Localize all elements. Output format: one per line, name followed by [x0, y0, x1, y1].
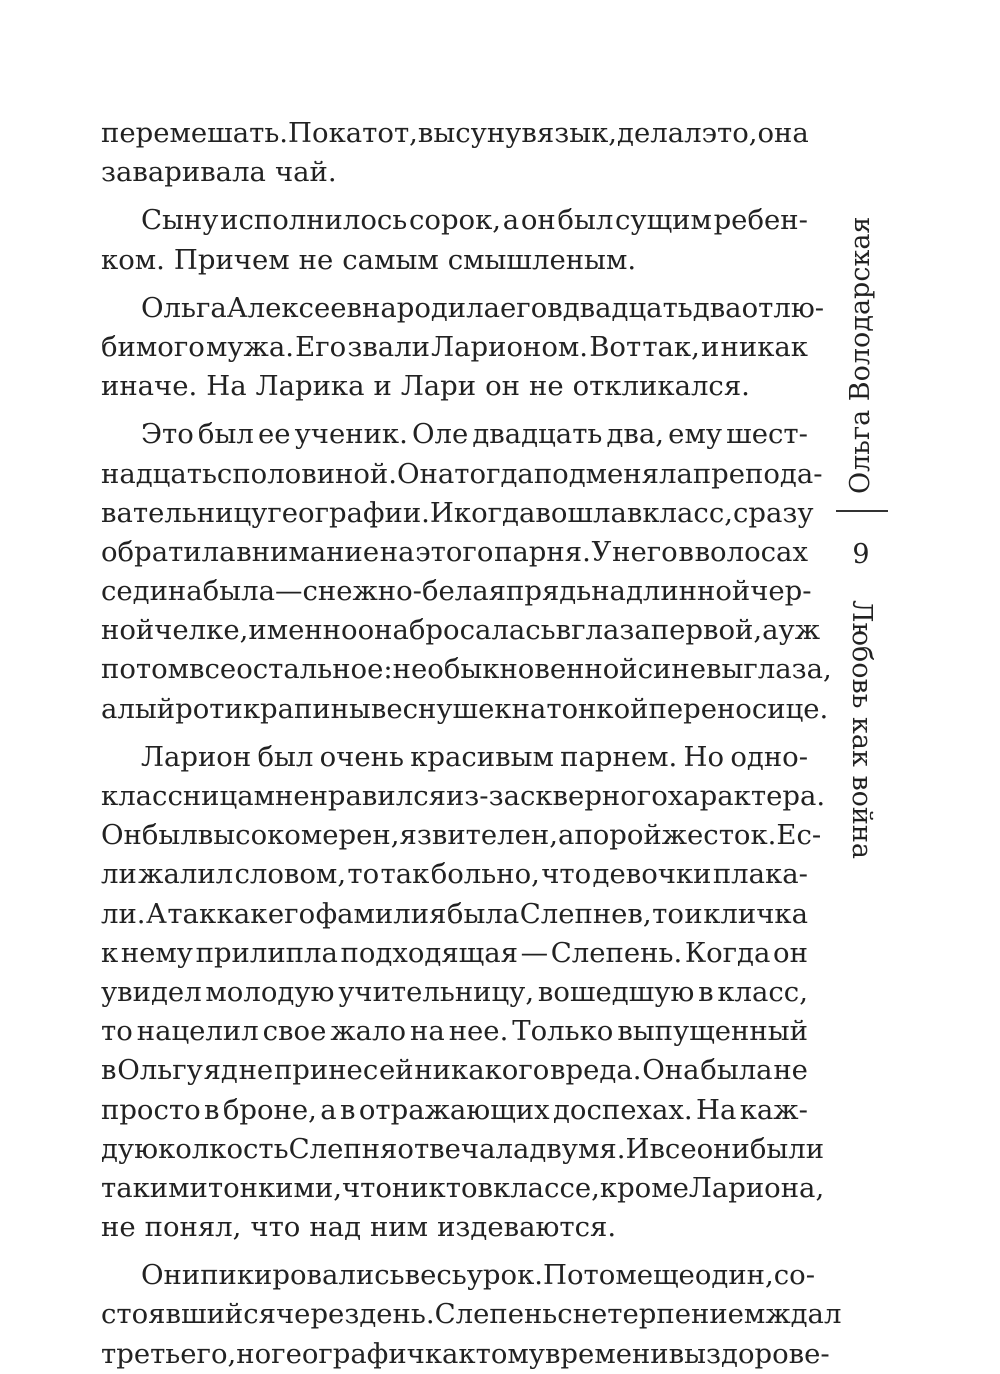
word: в — [204, 1093, 220, 1126]
body-text — [101, 114, 842, 1374]
word: с — [216, 457, 233, 490]
word: когда — [453, 496, 536, 529]
word: Потом — [543, 1259, 637, 1292]
word: не — [274, 780, 310, 812]
word: два, — [606, 418, 665, 451]
word: броне, — [222, 1093, 317, 1126]
word: со- — [773, 1259, 815, 1292]
word: отражающих — [358, 1093, 550, 1126]
word: одно- — [730, 740, 808, 773]
word: Вот — [589, 330, 642, 363]
word: но — [236, 1337, 272, 1370]
word: над — [309, 1211, 362, 1244]
word: и — [684, 897, 703, 930]
word: препода- — [692, 457, 823, 490]
word: Это — [141, 418, 194, 451]
word: Ес- — [776, 819, 822, 852]
word: бимого — [101, 330, 205, 363]
text-line — [101, 494, 814, 533]
word: прилипла — [195, 936, 338, 969]
word: кроме — [599, 1171, 689, 1204]
word: был — [141, 819, 198, 852]
word: его — [500, 291, 548, 324]
word: обратила — [101, 535, 236, 568]
word: высунув — [417, 117, 537, 149]
word: сорок, — [408, 204, 502, 237]
word: в — [678, 535, 694, 568]
word: пикировались — [200, 1259, 405, 1292]
text-line — [101, 855, 808, 894]
word: — — [520, 936, 549, 969]
text-line — [101, 241, 808, 280]
word: в — [626, 496, 643, 529]
word: была — [700, 1054, 773, 1087]
word: каж- — [739, 1093, 808, 1126]
text-line — [101, 934, 808, 973]
word: нему — [120, 936, 193, 969]
word: ее — [257, 418, 291, 451]
word: иначе. — [101, 370, 198, 403]
word: Его — [295, 330, 347, 363]
text-line — [101, 1012, 808, 1051]
word: в — [340, 1093, 356, 1126]
word: тонкими, — [207, 1171, 342, 1204]
word: то — [347, 858, 380, 891]
word: уж — [778, 614, 820, 647]
word: увидел — [101, 975, 202, 1008]
word: Ларион — [141, 740, 252, 773]
word: через — [275, 1298, 360, 1331]
word: Она — [397, 457, 455, 490]
word: волосах — [694, 535, 808, 568]
word: очень — [319, 740, 404, 773]
word: была — [202, 575, 275, 608]
word: На — [206, 370, 247, 403]
word: заваривала — [101, 156, 266, 189]
word: первой, — [650, 614, 763, 647]
text-line — [101, 367, 808, 406]
word: Слепень. — [550, 936, 683, 969]
word: внимание — [236, 535, 380, 568]
word: и — [224, 692, 243, 725]
word: ли. — [101, 897, 146, 930]
word: так — [380, 858, 430, 891]
text-line — [101, 328, 808, 367]
word: нацелил — [136, 1015, 259, 1048]
word: этого — [415, 535, 494, 568]
word: Он — [101, 819, 142, 852]
word: язвителен, — [399, 819, 558, 852]
word: такими — [101, 1171, 208, 1204]
word: что — [250, 1211, 301, 1244]
word: У — [591, 535, 612, 568]
word: были — [749, 1132, 825, 1165]
word: надцать — [101, 457, 217, 490]
word: алый — [101, 692, 176, 725]
word: нее. — [448, 1015, 509, 1048]
word: Они — [141, 1259, 201, 1292]
word: А — [146, 897, 167, 930]
word: географичка — [271, 1337, 459, 1370]
word: словом, — [234, 858, 347, 891]
word: звали — [347, 330, 431, 363]
word: самым — [342, 243, 439, 276]
word: И — [429, 496, 454, 529]
word: выпущенный — [617, 1015, 808, 1048]
word: ной — [101, 614, 155, 647]
text-line — [101, 1208, 808, 1247]
text-line — [101, 1169, 825, 1208]
word: ждал — [765, 1298, 842, 1331]
word: времени — [544, 1337, 669, 1370]
word: остальное: — [236, 653, 393, 686]
page-number: 9 — [852, 539, 870, 570]
word: это, — [701, 117, 758, 149]
word: что — [341, 1171, 392, 1204]
word: веснушек — [370, 692, 512, 725]
word: Ларионом. — [431, 330, 589, 363]
word: чай. — [274, 156, 337, 189]
text-line — [101, 572, 812, 611]
word: на — [410, 1015, 445, 1048]
word: парня. — [494, 535, 591, 568]
word: исполнилось — [220, 204, 408, 237]
word: так, — [642, 330, 700, 363]
word: ученик. — [294, 418, 408, 451]
word: снежно-белая — [302, 575, 507, 608]
word: тот, — [362, 117, 418, 149]
running-head-author: Ольга Володарская — [845, 216, 876, 494]
word: доспехах. — [552, 1093, 693, 1126]
word: вательницу — [101, 496, 268, 529]
running-head-divider — [836, 510, 888, 512]
text-line — [101, 201, 808, 240]
word: на — [591, 575, 626, 608]
word: ним — [370, 1211, 429, 1244]
word: нетерпением — [572, 1298, 766, 1331]
word: молодую — [205, 975, 335, 1008]
word: перемешать. — [101, 117, 289, 149]
text-line — [101, 973, 808, 1012]
text-line — [101, 895, 808, 934]
text-line — [101, 1130, 825, 1169]
word: классе, — [493, 1171, 600, 1204]
word: был — [257, 740, 314, 773]
word: Оле — [411, 418, 469, 451]
text-line — [101, 611, 820, 650]
word: один, — [694, 1259, 774, 1292]
word: сразу — [732, 496, 814, 529]
word: ком. — [101, 243, 165, 276]
word: мужа. — [205, 330, 294, 363]
word: а — [502, 204, 520, 237]
word: а — [762, 614, 779, 647]
word: просто — [101, 1093, 201, 1126]
word: была — [446, 897, 520, 930]
word: тогда — [454, 457, 534, 490]
word: делал — [617, 117, 702, 149]
word: жалил — [138, 858, 234, 891]
word: челке, — [154, 614, 249, 647]
word: порой — [574, 819, 662, 852]
word: длинной — [625, 575, 751, 608]
word: он — [520, 204, 556, 237]
word: красивым — [410, 740, 554, 773]
word: Лари — [400, 370, 477, 403]
word: к — [458, 1337, 476, 1370]
text-line — [101, 533, 808, 572]
word: он — [773, 936, 808, 969]
word: учительницу, — [338, 975, 535, 1008]
word: двумя. — [529, 1132, 626, 1165]
word: в — [547, 291, 563, 324]
word: не — [101, 1211, 136, 1244]
text-line — [101, 1051, 808, 1090]
text-line — [101, 114, 808, 153]
word: в — [555, 614, 572, 647]
word: него — [612, 535, 678, 568]
text-line — [101, 1091, 808, 1130]
text-line — [101, 153, 808, 192]
word: никто — [391, 1171, 478, 1204]
word: глаза — [571, 614, 651, 647]
word: они — [696, 1132, 750, 1165]
word: шест- — [726, 418, 808, 451]
word: парнем. — [560, 740, 678, 773]
word: в — [477, 1171, 493, 1204]
word: и — [373, 370, 392, 403]
word: седина — [101, 575, 203, 608]
word: вошла — [535, 496, 627, 529]
word: характера. — [667, 780, 826, 812]
word: Пока — [288, 117, 363, 149]
word: подходящая — [340, 936, 518, 969]
word: классницам — [101, 780, 275, 812]
text-line — [101, 1295, 842, 1334]
word: Только — [512, 1015, 614, 1048]
word: Причем — [173, 243, 290, 276]
word: ребен- — [713, 204, 808, 237]
word: вошедшую — [537, 975, 695, 1008]
word: а — [557, 819, 575, 852]
word: ей — [378, 1054, 414, 1087]
word: ему — [668, 418, 723, 451]
word: кличка — [703, 897, 808, 930]
word: она — [757, 117, 809, 149]
word: Ларика — [255, 370, 365, 403]
word: то — [652, 897, 684, 930]
word: высокомерен, — [197, 819, 400, 852]
word: На — [695, 1093, 737, 1126]
word: выздорове- — [668, 1337, 830, 1370]
word: от — [741, 291, 774, 324]
word: так — [167, 897, 217, 930]
word: Ольга — [141, 291, 227, 324]
word: не — [773, 1054, 808, 1087]
word: фамилия — [315, 897, 447, 930]
word: двадцать — [562, 291, 693, 324]
word: ли — [101, 858, 137, 891]
word: бросалась — [408, 614, 556, 647]
word: жало — [330, 1015, 407, 1048]
word: колкость — [158, 1132, 289, 1165]
word: половиной. — [232, 457, 398, 490]
word: и — [701, 330, 720, 363]
word: родила — [396, 291, 501, 324]
word: принес — [273, 1054, 379, 1087]
word: необыкновенной — [392, 653, 638, 686]
word: в — [101, 1054, 117, 1087]
word: что — [541, 858, 592, 891]
word: понял, — [144, 1211, 242, 1244]
word: географии. — [267, 496, 430, 529]
text-line — [101, 289, 825, 328]
word: она — [357, 614, 409, 647]
word: тонкой — [546, 692, 649, 725]
word: нравился — [309, 780, 446, 812]
word: крапины — [242, 692, 371, 725]
word: на — [379, 535, 415, 568]
word: дую — [101, 1132, 159, 1165]
text-line — [101, 1256, 815, 1295]
word: жесток. — [661, 819, 777, 852]
word: день. — [359, 1298, 435, 1331]
word: синевы — [637, 653, 744, 686]
word: вреда. — [550, 1054, 642, 1087]
word: Слепнев, — [519, 897, 652, 930]
word: именно — [248, 614, 358, 647]
word: из-за — [445, 780, 520, 812]
word: прядь — [506, 575, 592, 608]
word: Алексеевна — [226, 291, 397, 324]
word: два — [692, 291, 742, 324]
word: весь — [404, 1259, 467, 1292]
word: Слепня — [288, 1132, 398, 1165]
word: двадцать — [472, 418, 603, 451]
word: не — [298, 243, 334, 276]
word: не — [529, 370, 564, 403]
word: с — [557, 1298, 573, 1331]
word: свое — [262, 1015, 327, 1048]
word: И — [625, 1132, 650, 1165]
word: Слепень — [434, 1298, 558, 1331]
word: не — [238, 1054, 274, 1087]
word: сущим — [615, 204, 712, 237]
word: на — [511, 692, 547, 725]
word: переносице. — [648, 692, 829, 725]
word: подменяла — [533, 457, 693, 490]
word: класс, — [642, 496, 733, 529]
running-head-book-title: Любовь как война — [846, 600, 877, 860]
word: урок. — [466, 1259, 544, 1292]
word: то — [101, 1015, 133, 1048]
word: рот — [175, 692, 225, 725]
word: никак — [720, 330, 808, 363]
word: больно, — [430, 858, 540, 891]
word: девочки — [592, 858, 712, 891]
word: в — [698, 975, 714, 1008]
word: Когда — [684, 936, 771, 969]
word: он — [485, 370, 521, 403]
word: все — [189, 653, 237, 686]
word: Ольгу — [117, 1054, 203, 1087]
word: чер- — [750, 575, 812, 608]
word: яд — [203, 1054, 238, 1087]
word: Сыну — [141, 204, 219, 237]
word: глаза, — [743, 653, 832, 686]
word: плака- — [712, 858, 808, 891]
word: тому — [475, 1337, 545, 1370]
running-header — [826, 216, 896, 904]
word: откликался. — [572, 370, 750, 403]
word: издеваются. — [437, 1211, 617, 1244]
word: класс, — [717, 975, 808, 1008]
word: как — [216, 897, 268, 930]
word: его — [267, 897, 316, 930]
word: третьего, — [101, 1337, 237, 1370]
word: язык, — [536, 117, 618, 149]
text-line — [101, 415, 808, 454]
text-line — [101, 816, 822, 855]
word: Лариона, — [688, 1171, 825, 1204]
text-line — [101, 650, 832, 689]
word: еще — [636, 1259, 695, 1292]
word: стоявшийся — [101, 1298, 276, 1331]
text-line — [101, 455, 823, 494]
word: лю- — [773, 291, 825, 324]
word: Но — [683, 740, 725, 773]
word: — — [274, 575, 303, 608]
word: скверного — [519, 780, 668, 812]
word: смышленым. — [447, 243, 637, 276]
word: никакого — [414, 1054, 550, 1087]
word: все — [649, 1132, 697, 1165]
word: был — [557, 204, 614, 237]
word: потом — [101, 653, 190, 686]
text-line — [101, 1335, 830, 1374]
text-line — [101, 690, 829, 729]
text-line — [101, 738, 808, 777]
text-line — [101, 777, 826, 816]
word: был — [197, 418, 254, 451]
word: отвечала — [397, 1132, 530, 1165]
word: к — [101, 936, 119, 969]
word: а — [320, 1093, 337, 1126]
word: Она — [642, 1054, 700, 1087]
